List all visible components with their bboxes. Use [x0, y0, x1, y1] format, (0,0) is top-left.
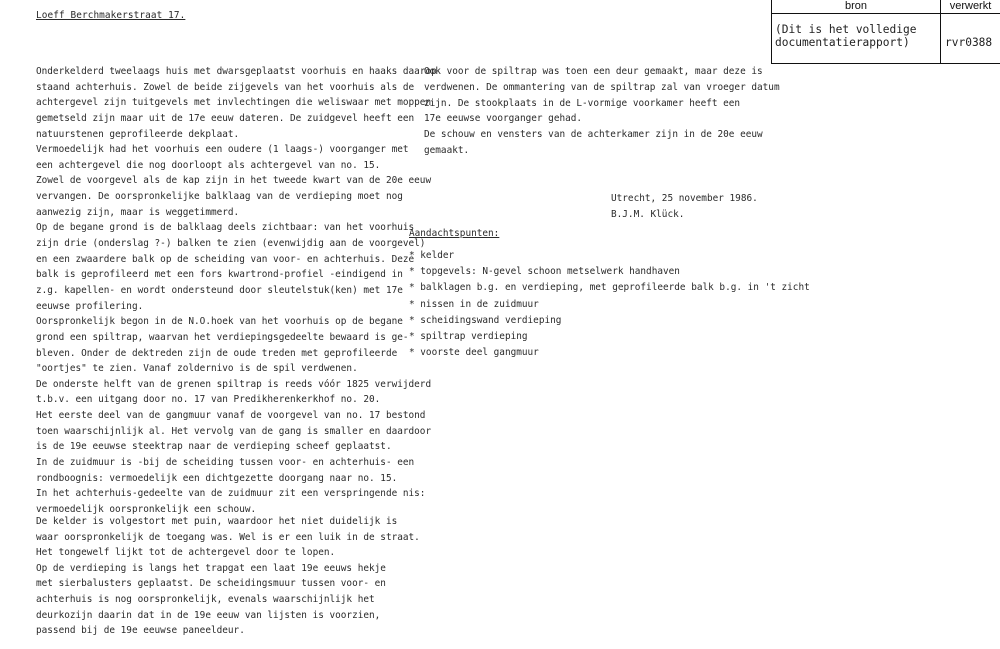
attention-heading: Aandachtspunten:: [409, 228, 500, 239]
text-line: en een zwaardere balk op de scheiding van voor- en achterhuis. Deze: [36, 253, 415, 265]
text-line: De schouw en vensters van de achterkamer zijn in de 20e eeuw: [424, 129, 763, 141]
attention-item: * topgevels: N-gevel schoon metselwerk handhaven: [409, 266, 680, 278]
text-line: natuurstenen geprofileerde dekplaat.: [36, 128, 240, 140]
attention-item: * voorste deel gangmuur: [409, 347, 539, 359]
text-line: aanwezig zijn, maar is weggetimmerd.: [36, 206, 240, 218]
text-line: De onderste helft van de grenen spiltrap is reeds vóór 1825 verwijderd: [36, 378, 432, 390]
bron-cell-line: (Dit is het volledige: [775, 23, 917, 36]
text-line: met sierbalusters geplaatst. De scheidingsmuur tussen voor- en: [36, 578, 386, 590]
text-line: Het eerste deel van de gangmuur vanaf de voorgevel van no. 17 bestond: [36, 410, 426, 422]
text-line: grond een spiltrap, waarvan het verdiepingsgedeelte bewaard is ge-: [36, 331, 409, 343]
text-line: balk is geprofileerd met een fors kwartrond-profiel -eindigend in: [36, 269, 403, 281]
text-line: staand achterhuis. Zowel de beide zijgevels van het voorhuis als de: [36, 81, 415, 93]
text-line: is de 19e eeuwse steektrap naar de verdieping scheef geplaatst.: [36, 441, 392, 453]
text-line: z.g. kapellen- en wordt ondersteund door sleutelstuk(ken) met 17e: [36, 284, 403, 296]
text-line: verdwenen. De ommantering van de spiltrap zal van vroeger datum: [424, 81, 780, 93]
text-line: 17e eeuwse voorganger gehad.: [424, 113, 583, 125]
text-line: Ook voor de spiltrap was toen een deur gemaakt, maar deze is: [424, 66, 763, 77]
document-header-title: Loeff Berchmakerstraat 17.: [36, 10, 186, 21]
signature-author: B.J.M. Klück.: [611, 209, 685, 220]
text-line: Onderkelderd tweelaags huis met dwarsgeplaatst voorhuis en haaks daarop: [36, 66, 437, 77]
text-line: gemaakt.: [424, 145, 470, 156]
text-line: deurkozijn daarin dat in de 19e eeuw van lijsten is voorzien,: [36, 609, 381, 621]
text-line: vermoedelijk oorspronkelijk een schouw.: [36, 503, 257, 515]
attention-item: * kelder: [409, 250, 455, 261]
text-line: bleven. Onder de dektreden zijn de oude treden met geprofileerde: [36, 347, 398, 359]
text-line: In de zuidmuur is -bij de scheiding tussen voor- en achterhuis- een: [36, 457, 415, 468]
text-line: zijn. De stookplaats in de L-vormige voorkamer heeft een: [424, 97, 741, 109]
text-line: achtergevel zijn tuitgevels met invlechtingen die weliswaar met moppen: [36, 97, 432, 109]
verwerkt-cell: rvr0388: [940, 14, 1000, 64]
text-line: Het tongewelf lijkt tot de achtergevel door te lopen.: [36, 547, 336, 559]
text-line: Op de begane grond is de balklaag deels zichtbaar: van het voorhuis: [36, 222, 415, 234]
attention-item: * scheidingswand verdieping: [409, 314, 562, 326]
attention-item: * spiltrap verdieping: [409, 331, 528, 342]
text-line: Oorspronkelijk begon in de N.O.hoek van het voorhuis op de begane: [36, 316, 403, 328]
attention-item: * nissen in de zuidmuur: [409, 298, 539, 310]
text-line: achterhuis is nog oorspronkelijk, evenals waarschijnlijk het: [36, 594, 375, 605]
text-line: "oortjes" te zien. Vanaf zoldernivo is de spil verdwenen.: [36, 363, 358, 375]
signature-place-date: Utrecht, 25 november 1986.: [611, 193, 758, 204]
text-line: Vermoedelijk had het voorhuis een oudere (1 laags-) voorganger met: [36, 144, 409, 156]
text-line: zijn drie (onderslag ?-) balken te zien (evenwijdig aan de voorgevel): [36, 238, 426, 250]
text-line: De kelder is volgestort met puin, waardoor het niet duidelijk is: [36, 516, 398, 527]
text-line: een achtergevel die nog doorloopt als achtergevel van no. 15.: [36, 159, 381, 171]
text-line: vervangen. De oorspronkelijke balklaag van de verdieping moet nog: [36, 191, 403, 203]
text-line: Zowel de voorgevel als de kap zijn in het tweede kwart van de 20e eeuw: [36, 175, 432, 187]
bron-column-header: bron: [771, 0, 940, 14]
text-line: t.b.v. een uitgang door no. 17 van Predikherenkerkhof no. 20.: [36, 394, 381, 406]
bron-cell-line: documentatierapport): [775, 36, 910, 49]
text-line: passend bij de 19e eeuwse paneeldeur.: [36, 625, 245, 637]
text-line: waar oorspronkelijk de toegang was. Wel is er een luik in de straat.: [36, 531, 420, 543]
attention-item: * balklagen b.g. en verdieping, met geprofileerde balk b.g. in 't zicht: [409, 282, 810, 294]
text-line: rondboognis: vermoedelijk een dichtgezette doorgang naar no. 15.: [36, 472, 398, 484]
text-line: toen waarschijnlijk al. Het vervolg van de gang is smaller en daardoor: [36, 425, 432, 437]
text-line: eeuwse profilering.: [36, 300, 144, 312]
bron-cell: [771, 14, 940, 64]
text-line: gemetseld zijn maar uit de 17e eeuw dateren. De zuidgevel heeft een: [36, 112, 415, 124]
verwerkt-column-header: verwerkt: [940, 0, 1000, 14]
text-line: Op de verdieping is langs het trapgat een laat 19e eeuws hekje: [36, 562, 386, 574]
text-line: In het achterhuis-gedeelte van de zuidmuur zit een verspringende nis:: [36, 488, 426, 500]
